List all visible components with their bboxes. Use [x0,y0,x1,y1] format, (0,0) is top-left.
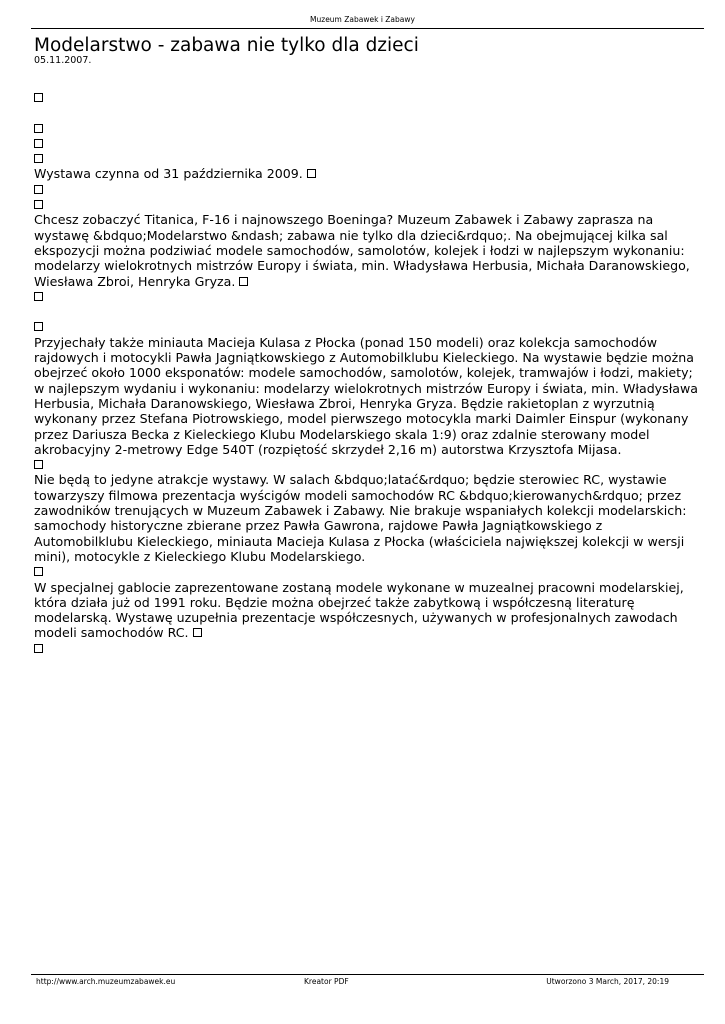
article-date: 05.11.2007. [34,55,92,66]
text-line: która działa już od 1991 roku. Będzie można obejrzeć także zabytkową i współczesną literaturę [34,594,635,610]
paragraph-showcase [34,580,704,641]
missing-image-icon [34,322,43,331]
missing-image-icon [34,200,43,209]
missing-image-icon [239,277,248,286]
text-line: wystawę &bdquo;Modelarstwo &ndash; zabawa nie tylko dla dzieci&rdquo;. Na obejmującej kilka sal [34,227,668,243]
text-line: modelarską. Wystawę uzupełnia prezentacje współczesnych, używanych w profesjonalnych zawodach [34,610,678,626]
missing-image-icon [34,567,43,576]
text-line: obejrzeć około 1000 eksponatów: modele samochodów, samolotów, kolejek, tramwajów i łodzi, makiety; [34,365,693,381]
text-line: akrobacyjny 2-metrowy Edge 540T (rozpiętość skrzydeł 2,16 m) autorstwa Krzysztofa Mijasa. [34,441,622,457]
spacer [34,105,704,120]
text-line: W specjalnej gablocie zaprezentowane zostaną modele wykonane w muzealnej pracowni modelarskiej, [34,579,684,595]
text-line: przez Dariusza Becka z Kieleckiego Klubu Modelarskiego skala 1:9) oraz zdalnie sterowany model [34,426,650,442]
paragraph-intro [34,212,704,288]
text-line: towarzyszy filmowa prezentacja wyścigów modeli samochodów RC &bdquo;kierowanych&rdquo; przez [34,487,682,503]
text-line: Przyjechały także miniauta Macieja Kulasa z Płocka (ponad 150 modeli) oraz kolekcja samochodów [34,334,658,350]
footer-url[interactable]: http://www.arch.muzeumzabawek.eu [36,977,176,986]
text-line: rajdowych i motocykli Pawła Jagniątkowskiego z Automobilklubu Kieleckiego. Na wystawie będzie można [34,350,694,366]
placeholder-line [34,319,704,334]
text-line: Chcesz zobaczyć Titanica, F-16 i najnowszego Boeninga? Muzeum Zabawek i Zabawy zaprasza na [34,212,654,228]
text-line: wykonany przez Stefana Piotrowskiego, model pierwszego motocykla marki Daimler Einspur (wykonany [34,411,689,427]
placeholder-line [34,151,704,166]
missing-image-icon [34,124,43,133]
missing-image-icon [34,644,43,653]
placeholder-line [34,136,704,151]
text-line: zawodników trenujących w Muzeum Zabawek i Zabawy. Nie brakuje wspaniałych kolekcji modelarskich: [34,503,687,519]
placeholder-line [34,197,704,212]
paragraph-collections [34,335,704,457]
text-line: Wiesława Zbroi, Henryka Gryza. [34,274,704,289]
header-divider [31,28,704,29]
page-header [0,15,725,25]
text-line: Automobilklubu Kieleckiego, miniauta Macieja Kulasa z Płocka (właściciela największej kolekcji w wersji [34,533,685,549]
missing-image-icon [34,139,43,148]
text-line: Herbusia, Michała Daranowskiego, Wiesława Zbroi, Henryka Gryza. Będzie rakietoplan z wyrzutnią [34,395,655,411]
placeholder-line [34,90,704,105]
placeholder-line [34,289,704,304]
placeholder-line [34,457,704,472]
text-line: modelarzy wielokrotnych mistrzów Europy i świata, min. Władysława Herbusia, Michała Daranowskiego, [34,258,690,274]
missing-image-icon [34,154,43,163]
missing-image-icon [34,292,43,301]
text-line: mini), motocykle z Kieleckiego Klubu Modelarskiego. [34,548,366,564]
site-name: Muzeum Zabawek i Zabawy [310,15,415,24]
text-line: modeli samochodów RC. [34,625,704,640]
exhibition-notice: Wystawa czynna od 31 października 2009. [34,166,704,181]
placeholder-line [34,121,704,136]
article-title: Modelarstwo - zabawa nie tylko dla dzieci [34,35,419,56]
missing-image-icon [34,185,43,194]
footer-divider [31,974,704,975]
missing-image-icon [307,169,316,178]
article-body [34,90,704,656]
missing-image-icon [193,628,202,637]
missing-image-icon [34,93,43,102]
paragraph-attractions [34,472,704,564]
text-line: ekspozycji można podziwiać modele samochodów, samolotów, kolejek i łodzi w najlepszym wykonaniu: [34,242,685,258]
text-line: samochody historyczne zbierane przez Pawła Gawrona, rajdowe Pawła Jagniątkowskiego z [34,518,603,534]
spacer [34,304,704,319]
text-line: w najlepszym wydaniu i wykonaniu: modelarzy wielokrotnych mistrzów Europy i świata, min. Władysława [34,380,699,396]
placeholder-line [34,182,704,197]
missing-image-icon [34,460,43,469]
text-line: Nie będą to jedyne atrakcje wystawy. W salach &bdquo;latać&rdquo; będzie sterowiec RC, wystawie [34,472,667,488]
placeholder-line [34,641,704,656]
footer-generator: Kreator PDF [304,977,349,986]
placeholder-line [34,564,704,579]
footer-created: Utworzono 3 March, 2017, 20:19 [546,977,669,986]
